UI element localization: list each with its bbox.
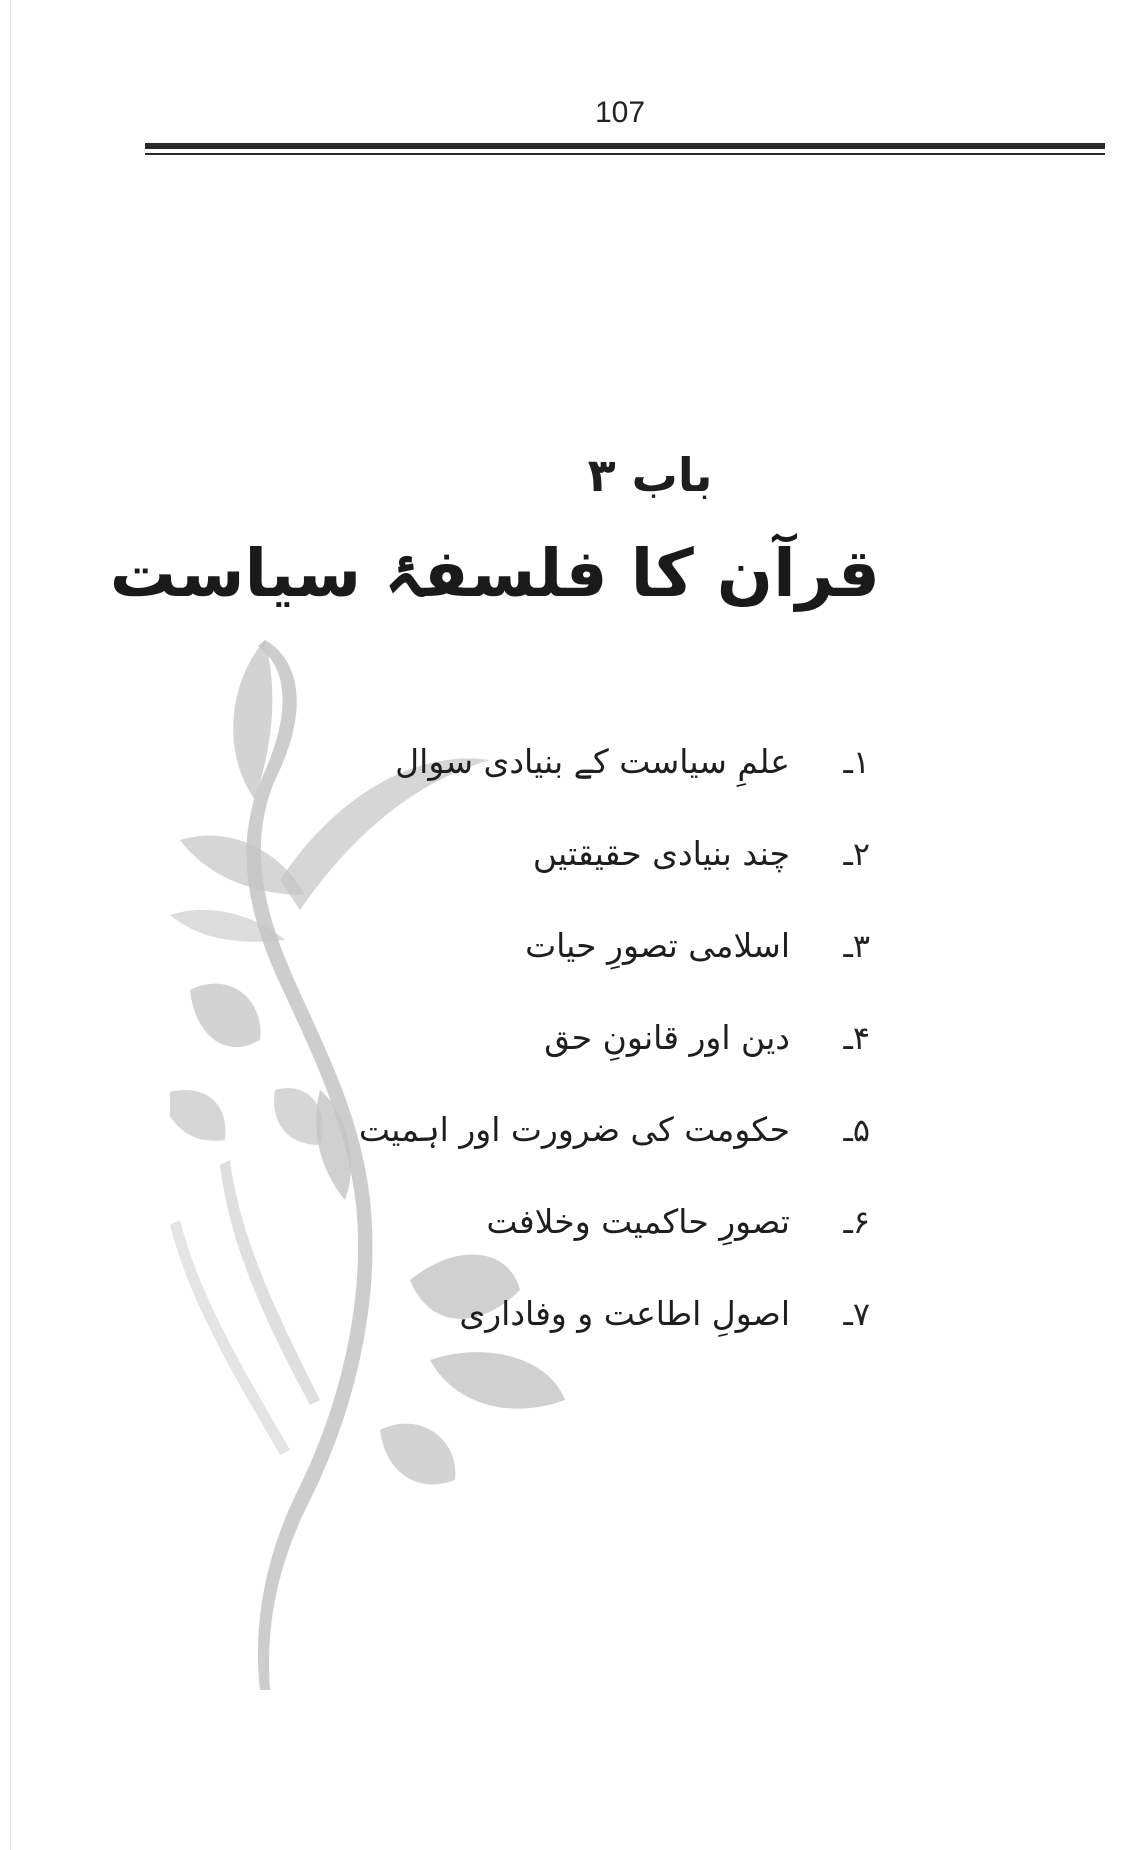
toc-item — [420, 1294, 870, 1386]
header-rule-thin — [145, 153, 1105, 155]
toc-item — [358, 1110, 870, 1202]
chapter-title: قرآن کا فلسفۂ سیاست — [109, 535, 880, 612]
toc-item-number: ۶ـ — [843, 1203, 870, 1241]
toc-item-number: ۵ـ — [843, 1111, 870, 1149]
toc-item — [420, 834, 870, 926]
toc-item-title: چند بنیادی حقیقتیں — [532, 834, 790, 873]
toc-item-title: اسلامی تصورِ حیات — [525, 926, 790, 965]
toc-item-number: ۴ـ — [843, 1019, 870, 1057]
toc-item-title: دین اور قانونِ حق — [544, 1018, 790, 1057]
table-of-contents — [358, 742, 870, 1386]
toc-item-title: حکومت کی ضرورت اور اہمیت — [358, 1110, 790, 1149]
page-edge — [10, 0, 11, 1850]
toc-item-number: ۷ـ — [843, 1295, 870, 1333]
toc-item-title: تصورِ حاکمیت وخلافت — [486, 1202, 790, 1241]
toc-item — [395, 742, 870, 834]
page-number: 107 — [594, 96, 646, 129]
toc-item — [420, 1018, 870, 1110]
chapter-label: باب ۳ — [587, 448, 713, 502]
header-rule-thick — [145, 143, 1105, 149]
toc-item-number: ۱ـ — [843, 743, 870, 781]
toc-item-title: اصولِ اطاعت و وفاداری — [459, 1294, 790, 1333]
toc-item-title: علمِ سیاست کے بنیادی سوال — [395, 742, 790, 781]
toc-item — [420, 926, 870, 1018]
toc-item-number: ۲ـ — [843, 835, 870, 873]
toc-item — [420, 1202, 870, 1294]
toc-item-number: ۳ـ — [843, 927, 870, 965]
